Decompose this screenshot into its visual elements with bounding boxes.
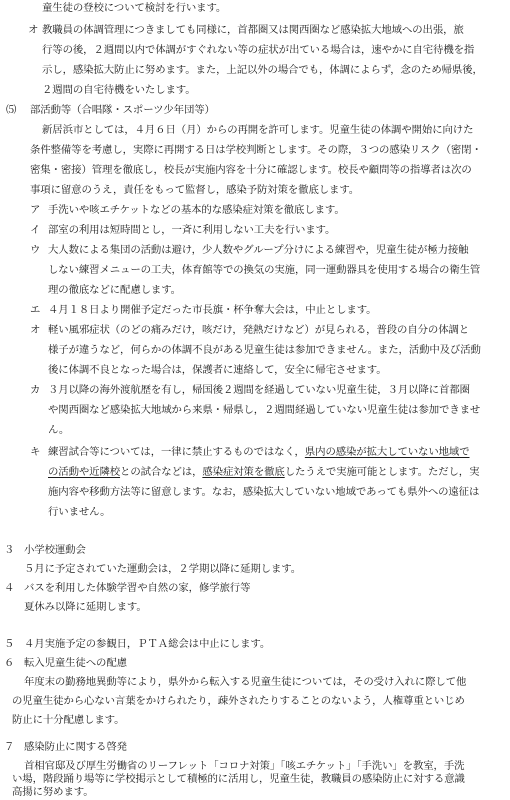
item-number: ５: [4, 638, 15, 650]
text-line: や関西圏など感染拡大地域から来県・帰県し，２週間経過していない児童生徒は参加できませ: [48, 404, 481, 416]
section-heading: 部活動等（合唱隊・スポーツ少年団等）: [30, 104, 215, 116]
item-heading: ４月実施予定の参観日，ＰＴＡ総会は中止にします。: [24, 638, 271, 650]
text-span: 練習試合等については，一律に禁止するものではなく，: [48, 446, 305, 458]
item-label-e: エ: [30, 304, 41, 316]
text-span: との試合などは，: [120, 466, 203, 478]
item-label-o: オ: [30, 324, 41, 336]
text-line: 童生徒の登校について検討を行います。: [42, 2, 227, 14]
item-heading: 感染防止に関する啓発: [24, 741, 127, 753]
underlined-text: 感染症対策を徹底: [202, 466, 285, 478]
text-line: 防止に十分配慮します。: [12, 714, 125, 726]
text-line: ２週間の自宅待機をいたします。: [42, 84, 196, 96]
text-line: ５月に予定されていた運動会は，２学期以降に延期します。: [24, 563, 302, 575]
text-line: 後に体調不良となった場合は，保護者に連絡して，安全に帰宅させます。: [48, 364, 387, 376]
item-label-ki: キ: [30, 446, 41, 458]
text-line: 様子が違うなど，何らかの体調不良がある児童生徒は参加できません。また，活動中及び活動: [48, 344, 481, 356]
item-heading: バスを利用した体験学習や自然の家，修学旅行等: [24, 582, 251, 594]
item-number: ４: [4, 582, 15, 594]
text-line: [48, 466, 479, 479]
item-label-u: ウ: [30, 244, 41, 256]
text-line: 年度末の勤務地異動等により，県外から転入する児童生徒については，その受け入れに際して他: [24, 676, 467, 688]
text-line: 密集・密接）管理を徹底し，校長が実施内容を十分に確認します。校長や顧問等の指導者は次の: [30, 164, 472, 176]
text-line: 首相官邸及び厚生労働省のリーフレット「コロナ対策」「咳エチケット」「手洗い」を教室，手洗: [24, 760, 465, 772]
text-span: したうえで実施可能とします。ただし，実: [284, 466, 480, 478]
underlined-text: 県内の感染が拡大していない地域で: [304, 446, 470, 458]
item-label-a: ア: [30, 204, 41, 216]
text-line: [48, 446, 470, 459]
item-heading: 小学校運動会: [24, 544, 86, 556]
text-line: い場，階段踊り場等に学校掲示として積極的に活用し，児童生徒，教職員の感染防止に対する意識: [12, 773, 465, 785]
item-number: ３: [4, 544, 15, 556]
text-line: 事項に留意のうえ，責任をもって監督し，感染予防対策を徹底します。: [30, 184, 360, 196]
text-line: 示し，感染拡大防止に努めます。また，上記以外の場合でも，体調によらず，念のため帰県後，: [42, 64, 483, 76]
item-number: ６: [4, 657, 15, 669]
text-line: 理の徹底などに配慮します。: [48, 284, 181, 296]
text-line: 手洗いや咳エチケットなどの基本的な感染症対策を徹底します。: [48, 204, 345, 216]
item-label-i: イ: [30, 224, 41, 236]
text-line: 施内容や移動方法等に留意します。なお，感染拡大していない地域であっても県外への遠征は: [48, 486, 480, 498]
text-line: しない練習メニューの工夫，体育館等での換気の実施，同一運動器具を使用する場合の衛生管: [48, 264, 481, 276]
text-line: 行いません。: [48, 506, 111, 518]
text-line: 教職員の体調管理につきましても同様に，首都圏又は関西圏など感染拡大地域への出張，旅: [42, 24, 464, 36]
text-line: 新居浜市としては，４月６日（月）からの再開を許可します。児童生徒の体調や開始に向けた: [42, 124, 474, 136]
text-line: 大人数による集団の活動は避け，少人数やグループ分けによる練習や，児童生徒が極力接触: [48, 244, 469, 256]
section-number: ⑸: [6, 104, 17, 116]
underlined-text: の活動や近隣校: [48, 466, 121, 478]
text-line: 高揚に努めます。: [12, 786, 94, 798]
text-line: 軽い風邪症状（のどの痛みだけ，咳だけ，発熱だけなど）が見られる，普段の自分の体調と: [48, 324, 470, 336]
item-number: ７: [4, 741, 15, 753]
item-heading: 転入児童生徒への配慮: [24, 657, 127, 669]
text-line: 夏休み以降に延期します。: [24, 601, 147, 613]
text-line: の児童生徒から心ない言葉をかけられたり，疎外されたりすることのないよう，人権尊重といじめ: [12, 695, 465, 707]
item-label-ka: カ: [30, 384, 41, 396]
text-line: 条件整備等を考慮し，実際に再開する日は学校判断とします。その際，３つの感染リスク（密閉・: [30, 144, 482, 156]
text-line: 行等の後，２週間以内で体調がすぐれない等の症状が出ている場合は，速やかに自宅待機を指: [42, 44, 475, 56]
text-line: ん。: [48, 424, 70, 436]
text-line: ３月以降の海外渡航歴を有し，帰国後２週間を経過していない児童生徒，３月以降に首都圏: [48, 384, 470, 396]
text-line: ４月１８日より開催予定だった市長旗・杯争奪大会は，中止とします。: [48, 304, 377, 316]
text-line: 部室の利用は短時間とし，一斉に利用しない工夫を行います。: [48, 224, 336, 236]
item-label-o: オ: [28, 24, 39, 36]
